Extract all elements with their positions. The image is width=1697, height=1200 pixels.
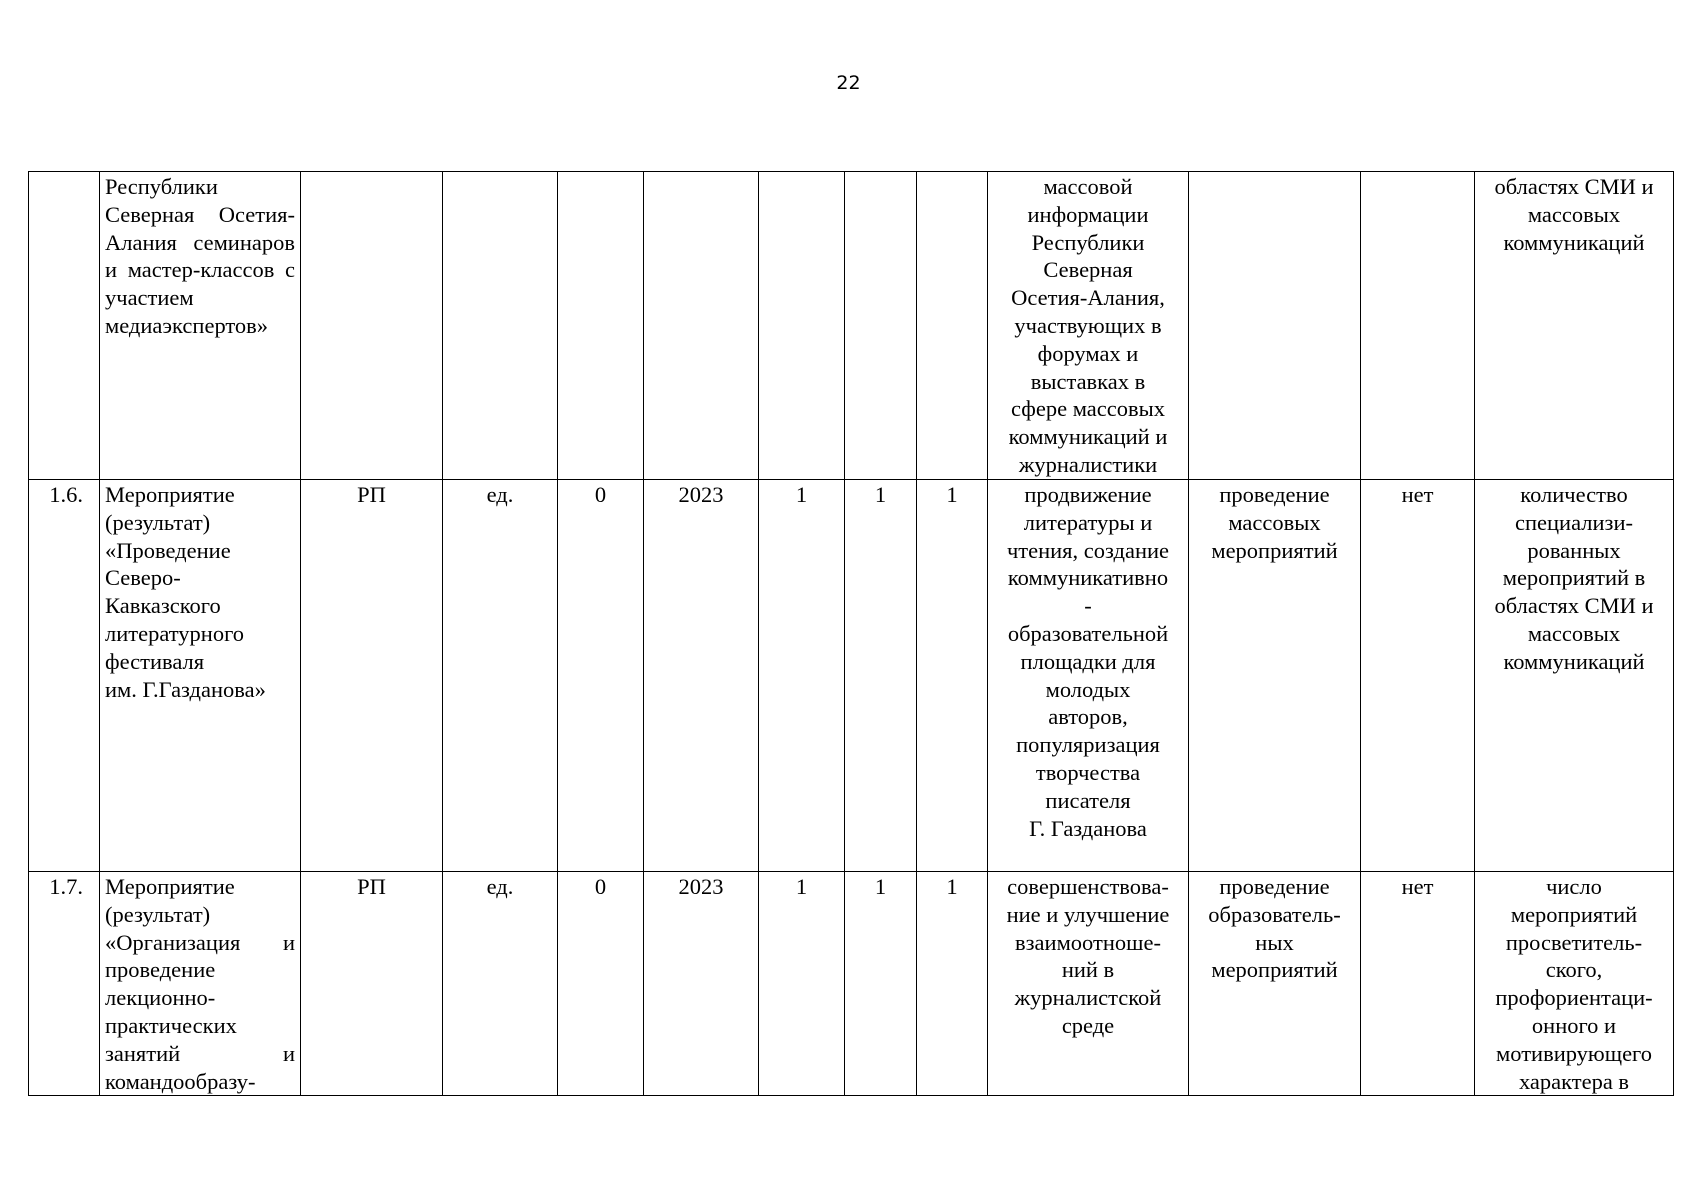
- unit-cell: ед.: [443, 872, 558, 1096]
- event-type-cell: РП: [301, 480, 443, 872]
- value-year1-cell: 1: [759, 872, 845, 1096]
- indicator-cell: количество специализи- рованных мероприятий в областях СМИ и массовых коммуникаций: [1475, 480, 1674, 872]
- row-number-cell: 1.6.: [29, 480, 100, 872]
- base-year-cell: 2023: [644, 480, 759, 872]
- value-year2-cell: 1: [845, 872, 917, 1096]
- characteristic-cell: проведение массовых мероприятий: [1189, 480, 1361, 872]
- value-year3-cell: 1: [917, 872, 988, 1096]
- indicator-cell: областях СМИ и массовых коммуникаций: [1475, 172, 1674, 480]
- event-name-cell: Республики Северная Осетия-Алания семинаров и мастер-классов с участием медиаэкспертов»: [100, 172, 301, 480]
- value-year3-cell: [917, 172, 988, 480]
- base-year-cell: [644, 172, 759, 480]
- base-value-cell: 0: [558, 872, 644, 1096]
- event-name-cell: Мероприятие (результат) «Организация и проведение лекционно- практических занятий и командообразу-: [100, 872, 301, 1096]
- event-type-cell: [301, 172, 443, 480]
- base-value-cell: 0: [558, 480, 644, 872]
- event-type-cell: РП: [301, 872, 443, 1096]
- characteristic-cell: проведение образователь- ных мероприятий: [1189, 872, 1361, 1096]
- purpose-cell: продвижение литературы и чтения, создание коммуникативно - образовательной площадки для молодых авторов, популяризация творчества писателя Г. Газданова: [988, 480, 1189, 872]
- table-row: [29, 172, 1674, 480]
- value-year1-cell: [759, 172, 845, 480]
- purpose-cell: совершенствова- ние и улучшение взаимоотноше- ний в журналистской среде: [988, 872, 1189, 1096]
- financing-cell: [1361, 172, 1475, 480]
- results-table: [28, 171, 1674, 1096]
- table-row: [29, 872, 1674, 1096]
- unit-cell: [443, 172, 558, 480]
- base-value-cell: [558, 172, 644, 480]
- value-year2-cell: 1: [845, 480, 917, 872]
- page-number: 22: [836, 72, 861, 94]
- purpose-cell: массовой информации Республики Северная Осетия-Алания, участвующих в форумах и выставках в сфере массовых коммуникаций и журналистики: [988, 172, 1189, 480]
- value-year2-cell: [845, 172, 917, 480]
- value-year1-cell: 1: [759, 480, 845, 872]
- financing-cell: нет: [1361, 872, 1475, 1096]
- event-name-cell: Мероприятие (результат) «Проведение Северо- Кавказского литературного фестиваля им. Г.Газданова»: [100, 480, 301, 872]
- unit-cell: ед.: [443, 480, 558, 872]
- financing-cell: нет: [1361, 480, 1475, 872]
- value-year3-cell: 1: [917, 480, 988, 872]
- row-number-cell: [29, 172, 100, 480]
- table-row: [29, 480, 1674, 872]
- row-number-cell: 1.7.: [29, 872, 100, 1096]
- indicator-cell: число мероприятий просветитель- ского, профориентаци- онного и мотивирующего характера в: [1475, 872, 1674, 1096]
- characteristic-cell: [1189, 172, 1361, 480]
- base-year-cell: 2023: [644, 872, 759, 1096]
